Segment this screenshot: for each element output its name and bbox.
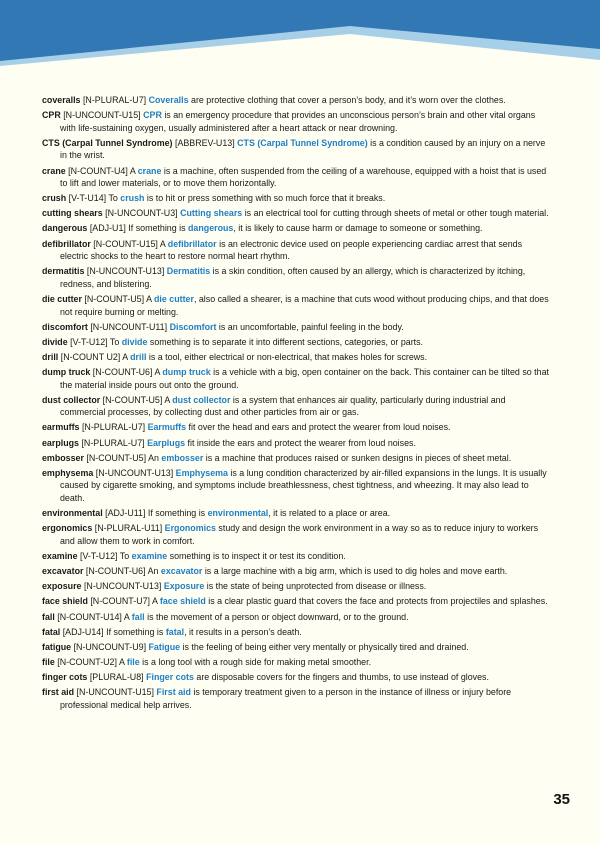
glossary-entry xyxy=(42,595,552,608)
glossary-term: CTS (Carpal Tunnel Syndrome) xyxy=(42,137,173,148)
glossary-entry xyxy=(42,686,552,711)
glossary-entry xyxy=(42,137,552,162)
definition-text: is an electronic device used on people experiencing cardiac arrest that sends electric shocks to the heart to restore normal heart rhythm. xyxy=(60,238,523,262)
definition-lead: A xyxy=(146,294,154,304)
definition-text: is a condition caused by an injury on a nerve in the wrist. xyxy=(60,137,546,161)
glossary-entry xyxy=(42,265,552,290)
highlighted-term: dump truck xyxy=(162,367,211,378)
definition-lead: A xyxy=(159,238,168,249)
glossary-tag: [N-UNCOUNT-U13] xyxy=(86,266,165,277)
highlighted-term: embosser xyxy=(161,452,204,463)
definition-lead: An xyxy=(148,452,162,463)
definition-text: fit over the head and ears and protect the wearer from loud noises. xyxy=(186,422,451,433)
definition-lead: A xyxy=(123,611,132,622)
glossary-tag: [N-UNCOUNT-U3] xyxy=(105,208,178,219)
highlighted-term: Fatigue xyxy=(148,641,181,652)
glossary-tag: [N-COUNT-U5] xyxy=(86,452,147,463)
highlighted-term: drill xyxy=(130,351,147,362)
glossary-entry xyxy=(42,507,552,520)
highlighted-term: CPR xyxy=(143,110,162,121)
glossary-tag: [N-UNCOUNT-U13] xyxy=(83,581,162,592)
highlighted-term: First aid xyxy=(156,687,191,698)
highlighted-term: Discomfort xyxy=(169,321,217,332)
glossary-term: die cutter xyxy=(42,294,82,304)
glossary-tag: [N-UNCOUNT-U15] xyxy=(63,110,141,121)
glossary-term: CPR xyxy=(42,110,61,121)
glossary-entry xyxy=(42,321,552,334)
definition-text: study and design the work environment in a way so as to reduce injury to workers and allow them to work in comfort. xyxy=(60,523,539,546)
definition-lead: A xyxy=(164,394,173,405)
glossary-list xyxy=(42,94,552,714)
glossary-term: crush xyxy=(42,193,67,204)
highlighted-term: Finger cots xyxy=(146,672,194,683)
glossary-tag: [ABBREV-U13] xyxy=(174,137,235,148)
highlighted-term: Earmuffs xyxy=(147,422,187,433)
glossary-tag: [N-COUNT-U15] xyxy=(93,238,158,249)
glossary-term: fatigue xyxy=(42,641,72,652)
glossary-term: dump truck xyxy=(42,367,91,378)
glossary-term: file xyxy=(42,656,55,667)
definition-lead: To xyxy=(119,550,132,561)
glossary-term: fatal xyxy=(42,626,61,637)
definition-text: is a vehicle with a big, open container on the back. This container can be tilted so that the material inside pours out onto the ground. xyxy=(60,367,549,390)
glossary-entry xyxy=(42,641,552,654)
glossary-entry xyxy=(42,550,552,563)
glossary-term: discomfort xyxy=(42,321,88,332)
glossary-tag: [N-UNCOUNT-U13] xyxy=(95,467,174,478)
glossary-term: divide xyxy=(42,336,68,347)
glossary-entry xyxy=(42,467,552,505)
glossary-term: emphysema xyxy=(42,467,94,478)
highlighted-term: die cutter xyxy=(153,294,194,304)
definition-text: , it results in a person’s death. xyxy=(184,626,302,637)
highlighted-term: divide xyxy=(121,336,148,347)
glossary-term: crane xyxy=(42,165,66,176)
highlighted-term: Cutting shears xyxy=(180,208,243,219)
glossary-entry xyxy=(42,421,552,434)
glossary-tag: [N-COUNT-U5] xyxy=(102,394,163,405)
definition-text: is an uncomfortable, painful feeling in the body. xyxy=(216,321,404,332)
definition-lead: To xyxy=(108,193,121,204)
glossary-term: examine xyxy=(42,550,78,561)
glossary-tag: [N-COUNT-U6] xyxy=(85,566,146,577)
glossary-tag: [N-COUNT-U14] xyxy=(57,611,122,622)
glossary-entry xyxy=(42,626,552,639)
glossary-entry xyxy=(42,238,552,263)
glossary-entry xyxy=(42,222,552,235)
glossary-term: dangerous xyxy=(42,223,88,234)
definition-text: something is to separate it into different sections, categories, or parts. xyxy=(147,336,424,347)
definition-lead: An xyxy=(147,566,161,577)
definition-lead: A xyxy=(154,367,163,378)
glossary-term: environmental xyxy=(42,508,103,519)
glossary-entry xyxy=(42,366,552,391)
definition-text: is a skin condition, often caused by an allergy, which is characterized by itching, redness, and blistering. xyxy=(60,266,526,289)
glossary-tag: [N-UNCOUNT-U15] xyxy=(76,687,154,698)
glossary-tag: [ADJ-U14] xyxy=(62,626,104,637)
glossary-term: earmuffs xyxy=(42,422,80,433)
glossary-entry xyxy=(42,207,552,220)
definition-text: is an electrical tool for cutting through sheets of metal or other tough material. xyxy=(242,208,549,219)
definition-lead: If something is xyxy=(106,626,166,637)
glossary-entry xyxy=(42,565,552,578)
glossary-term: drill xyxy=(42,351,59,362)
glossary-entry xyxy=(42,656,552,669)
definition-text: is a tool, either electrical or non-electrical, that makes holes for screws. xyxy=(146,351,428,362)
glossary-term: finger cots xyxy=(42,672,88,683)
glossary-tag: [N-UNCOUNT-U11] xyxy=(90,321,168,332)
glossary-entry xyxy=(42,109,552,134)
glossary-term: face shield xyxy=(42,596,88,607)
highlighted-term: crane xyxy=(137,165,162,176)
glossary-tag: [N-UNCOUNT-U9] xyxy=(73,641,147,652)
glossary-entry xyxy=(42,580,552,593)
definition-text: is a machine, often suspended from the ceiling of a warehouse, equipped with a hoist that is used to lift and lower materials, or to move them horizontally. xyxy=(60,165,547,189)
glossary-tag: [N-PLURAL-U11] xyxy=(94,523,163,534)
definition-lead: A xyxy=(122,351,131,362)
glossary-term: cutting shears xyxy=(42,208,103,219)
definition-lead: If something is xyxy=(128,223,188,234)
glossary-entry xyxy=(42,452,552,465)
highlighted-term: excavator xyxy=(160,566,203,577)
highlighted-term: fatal xyxy=(165,626,185,637)
highlighted-term: Coveralls xyxy=(148,95,189,105)
definition-text: is a long tool with a rough side for making metal smoother. xyxy=(139,656,372,667)
highlighted-term: crush xyxy=(120,193,145,204)
glossary-entry xyxy=(42,437,552,450)
glossary-term: earplugs xyxy=(42,437,79,448)
definition-text: , also called a shearer, is a machine that cuts wood without producing chips, and that does not require burning or melting. xyxy=(60,294,549,317)
highlighted-term: environmental xyxy=(207,508,269,519)
highlighted-term: Dermatitis xyxy=(166,266,211,277)
highlighted-term: Earplugs xyxy=(147,437,186,448)
glossary-tag: [V-T-U14] xyxy=(68,193,107,204)
highlighted-term: face shield xyxy=(159,596,206,607)
glossary-entry xyxy=(42,192,552,205)
definition-text: is a clear plastic guard that covers the face and protects from projectiles and splashes. xyxy=(205,596,548,607)
page-number: 35 xyxy=(553,791,570,808)
glossary-tag: [N-PLURAL-U7] xyxy=(82,95,147,105)
glossary-tag: [N-COUNT-U2] xyxy=(57,656,117,667)
definition-text: is a machine that produces raised or sunken designs in pieces of sheet metal. xyxy=(203,452,512,463)
definition-text: fit inside the ears and protect the wearer from loud noises. xyxy=(185,437,416,448)
glossary-tag: [PLURAL-U8] xyxy=(89,672,144,683)
glossary-entry xyxy=(42,94,552,107)
glossary-tag: [N-COUNT-U6] xyxy=(92,367,153,378)
glossary-tag: [N-COUNT-U4] xyxy=(68,165,128,176)
glossary-entry xyxy=(42,293,552,318)
definition-text: is a system that enhances air quality, particularly during industrial and commercial processes, by collecting dust and other particles from air or gas. xyxy=(60,394,506,418)
highlighted-term: Exposure xyxy=(163,581,205,592)
glossary-tag: [N-PLURAL-U7] xyxy=(81,422,146,433)
highlighted-term: CTS (Carpal Tunnel Syndrome) xyxy=(237,137,368,148)
definition-lead: A xyxy=(118,656,127,667)
highlighted-term: Ergonomics xyxy=(164,523,216,534)
header-decorative-band xyxy=(0,0,600,70)
highlighted-term: dust collector xyxy=(172,394,231,405)
definition-lead: If something is xyxy=(147,508,208,519)
glossary-term: fall xyxy=(42,611,55,622)
glossary-tag: [ADJ-U1] xyxy=(89,223,126,234)
highlighted-term: examine xyxy=(131,550,168,561)
highlighted-term: defibrillator xyxy=(167,238,217,249)
definition-text: are protective clothing that cover a person’s body, and it’s worn over the clothes. xyxy=(188,95,506,105)
glossary-tag: [N-PLURAL-U7] xyxy=(81,437,145,448)
definition-text: something is to inspect it or test its condition. xyxy=(167,550,346,561)
glossary-term: first aid xyxy=(42,687,75,698)
glossary-entry xyxy=(42,522,552,547)
glossary-entry xyxy=(42,165,552,190)
definition-text: , it is related to a place or area. xyxy=(268,508,391,519)
definition-text: is the state of being unprotected from disease or illness. xyxy=(204,581,427,592)
glossary-term: defibrillator xyxy=(42,238,91,249)
glossary-entry xyxy=(42,394,552,419)
definition-text: is a large machine with a big arm, which is used to dig holes and move earth. xyxy=(202,566,508,577)
definition-lead: A xyxy=(152,596,160,607)
glossary-entry xyxy=(42,611,552,624)
glossary-term: dust collector xyxy=(42,394,101,405)
glossary-tag: [ADJ-U11] xyxy=(105,508,146,519)
glossary-term: embosser xyxy=(42,452,84,463)
highlighted-term: Emphysema xyxy=(175,467,228,478)
definition-lead: A xyxy=(129,165,138,176)
definition-text: is the movement of a person or object downward, or to the ground. xyxy=(144,611,409,622)
glossary-term: excavator xyxy=(42,566,84,577)
definition-text: is to hit or press something with so much force that it breaks. xyxy=(144,193,386,204)
glossary-term: coveralls xyxy=(42,95,81,105)
definition-text: is a lung condition characterized by air-filled expansions in the lungs. It is usually caused by cigarette smoking, and symptoms include breathlessness, chest tightness, and wheezing. It may also lead to death. xyxy=(60,467,547,503)
glossary-entry xyxy=(42,671,552,684)
glossary-tag: [N-COUNT U2] xyxy=(60,351,121,362)
glossary-term: ergonomics xyxy=(42,523,93,534)
glossary-term: dermatitis xyxy=(42,266,85,277)
definition-text: , it is likely to cause harm or damage to someone or something. xyxy=(233,223,483,234)
highlighted-term: file xyxy=(126,656,140,667)
glossary-tag: [N-COUNT-U5] xyxy=(84,294,145,304)
highlighted-term: fall xyxy=(131,611,145,622)
glossary-entry xyxy=(42,351,552,364)
glossary-entry xyxy=(42,336,552,349)
glossary-tag: [N-COUNT-U7] xyxy=(90,596,151,607)
glossary-term: exposure xyxy=(42,581,82,592)
definition-text: is an emergency procedure that provides an unconscious person’s brain and other vital organs with life-sustaining oxygen, usually administered after a heart attack or near drowning. xyxy=(60,110,536,133)
definition-lead: To xyxy=(109,336,122,347)
definition-text: is temporary treatment given to a person in the instance of illness or injury before professional medical help arrives. xyxy=(60,687,512,710)
highlighted-term: dangerous xyxy=(188,223,234,234)
definition-text: is the feeling of being either very mentally or physically tired and drained. xyxy=(180,641,469,652)
glossary-tag: [V-T-U12] xyxy=(70,336,108,347)
glossary-tag: [V-T-U12] xyxy=(80,550,118,561)
definition-text: are disposable covers for the fingers and thumbs, to use instead of gloves. xyxy=(193,672,489,683)
